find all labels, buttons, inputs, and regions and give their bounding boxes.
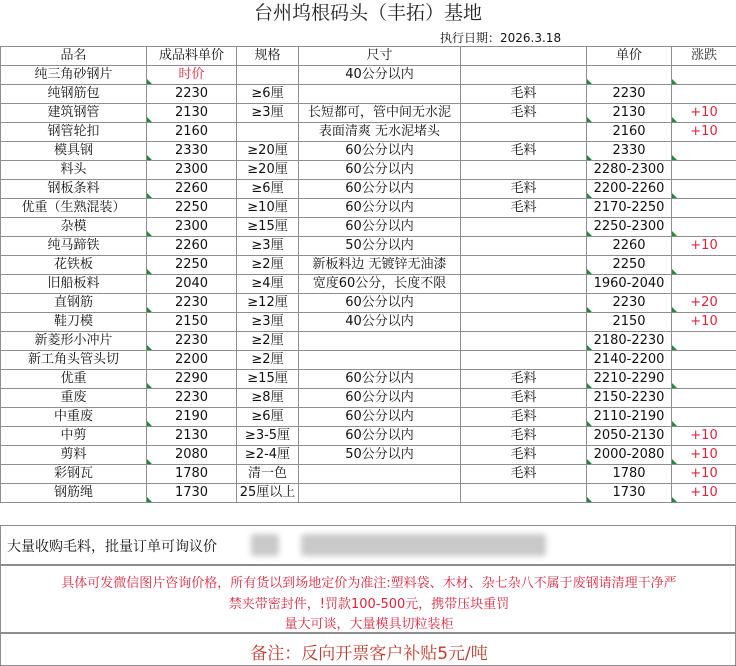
cell-size: 50公分以内 [299,237,461,256]
cell-price: 1780 [147,465,237,484]
cell-size: 60公分以内 [299,218,461,237]
cell-unit-price [587,66,672,85]
table-row [1,313,736,332]
cell-unit-price: 2230 [587,294,672,313]
redacted-contact [251,534,279,556]
cell-spec: ≥10厘 [237,199,299,218]
cell-spec: 25厘以上 [237,484,299,503]
cell-change [672,218,736,237]
cell-name: 优重 [1,370,147,389]
cell-spec: 清一色 [237,465,299,484]
cell-price: 2150 [147,313,237,332]
table-row [1,180,736,199]
header-change: 涨跌 [672,47,736,66]
cell-unit-price: 2160 [587,123,672,142]
remark-text: 备注：反向开票客户补贴5元/吨 [250,644,488,664]
cell-size [299,484,461,503]
cell-price: 2230 [147,294,237,313]
cell-material [461,313,587,332]
cell-size [299,85,461,104]
table-row [1,427,736,446]
cell-unit-price: 2330 [587,142,672,161]
cell-change: +10 [672,237,736,256]
cell-material: 毛料 [461,180,587,199]
cell-spec: ≥3厘 [237,237,299,256]
cell-change [672,180,736,199]
cell-change [672,161,736,180]
cell-change [672,370,736,389]
cell-spec: ≥6厘 [237,85,299,104]
header-spec: 规格 [237,47,299,66]
cell-price: 2230 [147,332,237,351]
cell-price: 2080 [147,446,237,465]
note-line-3: 量大可谈，大量模具切粒装柜 [284,617,454,632]
cell-material: 毛料 [461,142,587,161]
cell-unit-price: 2210-2290 [587,370,672,389]
cell-spec: ≥20厘 [237,142,299,161]
cell-size: 60公分以内 [299,161,461,180]
cell-name: 料头 [1,161,147,180]
cell-spec: ≥3-5厘 [237,427,299,446]
table-row [1,275,736,294]
cell-unit-price: 1960-2040 [587,275,672,294]
cell-price: 2250 [147,256,237,275]
cell-material: 毛料 [461,465,587,484]
cell-spec: ≥6厘 [237,180,299,199]
table-row [1,161,736,180]
table-row [1,123,736,142]
cell-price: 2260 [147,180,237,199]
cell-spec [237,66,299,85]
remark-row [0,633,736,666]
cell-price: 2040 [147,275,237,294]
cell-name: 旧船板料 [1,275,147,294]
cell-change [672,351,736,370]
cell-price: 时价 [147,66,237,85]
cell-unit-price: 2150-2230 [587,389,672,408]
note-line-1: 具体可发微信图片咨询价格，所有货以到场地定价为准注:塑料袋、木材、杂七杂八不属于废钢请清理干净严 [61,576,677,591]
cell-material [461,484,587,503]
cell-name: 彩钢瓦 [1,465,147,484]
cell-material [461,256,587,275]
cell-name: 新工角头管头切 [1,351,147,370]
cell-change: +10 [672,446,736,465]
cell-price: 2250 [147,199,237,218]
cell-change [672,199,736,218]
cell-change [672,408,736,427]
bulk-purchase-row [0,525,736,565]
cell-size: 60公分以内 [299,180,461,199]
cell-unit-price: 2000-2080 [587,446,672,465]
cell-material: 毛料 [461,85,587,104]
table-row [1,237,736,256]
cell-change: +10 [672,465,736,484]
header-material [461,47,587,66]
cell-spec: ≥8厘 [237,389,299,408]
cell-price: 2160 [147,123,237,142]
cell-name: 钢板条料 [1,180,147,199]
table-row [1,256,736,275]
table-row [1,351,736,370]
cell-change: +10 [672,123,736,142]
cell-material: 毛料 [461,370,587,389]
cell-material: 毛料 [461,104,587,123]
cell-change: +10 [672,427,736,446]
cell-price: 2300 [147,218,237,237]
table-row [1,104,736,123]
cell-change: +10 [672,313,736,332]
cell-spec: ≥20厘 [237,161,299,180]
cell-size [299,465,461,484]
cell-spec [237,123,299,142]
cell-unit-price: 1730 [587,484,672,503]
table-row [1,408,736,427]
cell-spec: ≥3厘 [237,104,299,123]
cell-material [461,161,587,180]
cell-price: 2200 [147,351,237,370]
cell-unit-price: 2250 [587,256,672,275]
cell-price: 2260 [147,237,237,256]
cell-material [461,66,587,85]
header-price: 成品料单价 [147,47,237,66]
cell-change: +20 [672,294,736,313]
cell-size: 新板料边 无镀锌无油漆 [299,256,461,275]
cell-size: 60公分以内 [299,370,461,389]
cell-size: 60公分以内 [299,294,461,313]
cell-unit-price: 2150 [587,313,672,332]
cell-unit-price: 2110-2190 [587,408,672,427]
cell-material: 毛料 [461,427,587,446]
cell-size: 60公分以内 [299,408,461,427]
cell-unit-price: 2130 [587,104,672,123]
table-row [1,218,736,237]
cell-price: 2190 [147,408,237,427]
price-table [0,46,736,503]
cell-size: 表面清爽 无水泥堵头 [299,123,461,142]
cell-material: 毛料 [461,389,587,408]
cell-change [672,256,736,275]
bulk-purchase-text: 大量收购毛料，批量订单可询议价 [7,539,217,555]
cell-price: 2290 [147,370,237,389]
cell-spec: ≥2厘 [237,351,299,370]
cell-material: 毛料 [461,408,587,427]
cell-unit-price: 1780 [587,465,672,484]
header-size: 尺寸 [299,47,461,66]
cell-material [461,351,587,370]
cell-size: 长短都可，管中间无水泥 [299,104,461,123]
table-row [1,332,736,351]
cell-unit-price: 2140-2200 [587,351,672,370]
redacted-phone [301,534,546,556]
table-header-row [1,47,736,66]
cell-unit-price: 2230 [587,85,672,104]
cell-material [461,218,587,237]
table-row [1,66,736,85]
cell-spec: ≥2厘 [237,256,299,275]
cell-change [672,85,736,104]
cell-size: 60公分以内 [299,199,461,218]
cell-material [461,237,587,256]
note-line-2: 禁夹带密封件，!罚款100-500元，携带压块重罚 [228,597,510,612]
cell-name: 纯马蹄铁 [1,237,147,256]
cell-spec: ≥2-4厘 [237,446,299,465]
table-row [1,370,736,389]
header-name: 品名 [1,47,147,66]
cell-size: 40公分以内 [299,66,461,85]
cell-unit-price: 2200-2260 [587,180,672,199]
cell-change [672,332,736,351]
notes-block [0,565,736,633]
cell-material [461,332,587,351]
cell-unit-price: 2280-2300 [587,161,672,180]
cell-name: 直钢筋 [1,294,147,313]
cell-price: 2300 [147,161,237,180]
cell-price: 1730 [147,484,237,503]
cell-name: 中剪 [1,427,147,446]
cell-price: 2230 [147,389,237,408]
cell-change: +10 [672,104,736,123]
cell-unit-price: 2050-2130 [587,427,672,446]
cell-size: 50公分以内 [299,446,461,465]
cell-name: 优重（生熟混装） [1,199,147,218]
execution-date: 执行日期：2026.3.18 [440,31,562,45]
cell-name: 钢筋绳 [1,484,147,503]
cell-unit-price: 2170-2250 [587,199,672,218]
cell-material [461,123,587,142]
cell-change [672,142,736,161]
cell-size [299,351,461,370]
table-row [1,294,736,313]
cell-name: 重废 [1,389,147,408]
cell-unit-price: 2180-2230 [587,332,672,351]
cell-change [672,66,736,85]
cell-name: 模具钢 [1,142,147,161]
table-row [1,142,736,161]
cell-change [672,389,736,408]
cell-spec: ≥4厘 [237,275,299,294]
cell-name: 纯三角砂钢片 [1,66,147,85]
table-row [1,85,736,104]
cell-size: 60公分以内 [299,427,461,446]
cell-material [461,275,587,294]
cell-material [461,294,587,313]
cell-spec: ≥3厘 [237,313,299,332]
cell-name: 建筑钢管 [1,104,147,123]
table-row [1,484,736,503]
table-row [1,465,736,484]
cell-name: 新菱形小冲片 [1,332,147,351]
cell-spec: ≥12厘 [237,294,299,313]
cell-size: 60公分以内 [299,142,461,161]
table-row [1,199,736,218]
cell-price: 2230 [147,85,237,104]
cell-unit-price: 2250-2300 [587,218,672,237]
cell-spec: ≥6厘 [237,408,299,427]
cell-change: +10 [672,484,736,503]
cell-price: 2130 [147,427,237,446]
cell-name: 花铁板 [1,256,147,275]
cell-change [672,275,736,294]
cell-price: 2130 [147,104,237,123]
cell-material: 毛料 [461,199,587,218]
cell-name: 钢管轮扣 [1,123,147,142]
table-row [1,389,736,408]
cell-size [299,332,461,351]
sheet-title: 台州坞根码头（丰拓）基地 [253,2,482,24]
table-row [1,446,736,465]
cell-price: 2330 [147,142,237,161]
header-unit-price: 单价 [587,47,672,66]
cell-name: 鞋刀模 [1,313,147,332]
cell-spec: ≥15厘 [237,370,299,389]
cell-size: 60公分以内 [299,389,461,408]
cell-name: 剪料 [1,446,147,465]
cell-spec: ≥15厘 [237,218,299,237]
cell-unit-price: 2260 [587,237,672,256]
cell-size: 宽度60公分，长度不限 [299,275,461,294]
cell-spec: ≥2厘 [237,332,299,351]
cell-size: 40公分以内 [299,313,461,332]
cell-material: 毛料 [461,446,587,465]
cell-name: 纯钢筋包 [1,85,147,104]
cell-name: 杂模 [1,218,147,237]
cell-name: 中重废 [1,408,147,427]
